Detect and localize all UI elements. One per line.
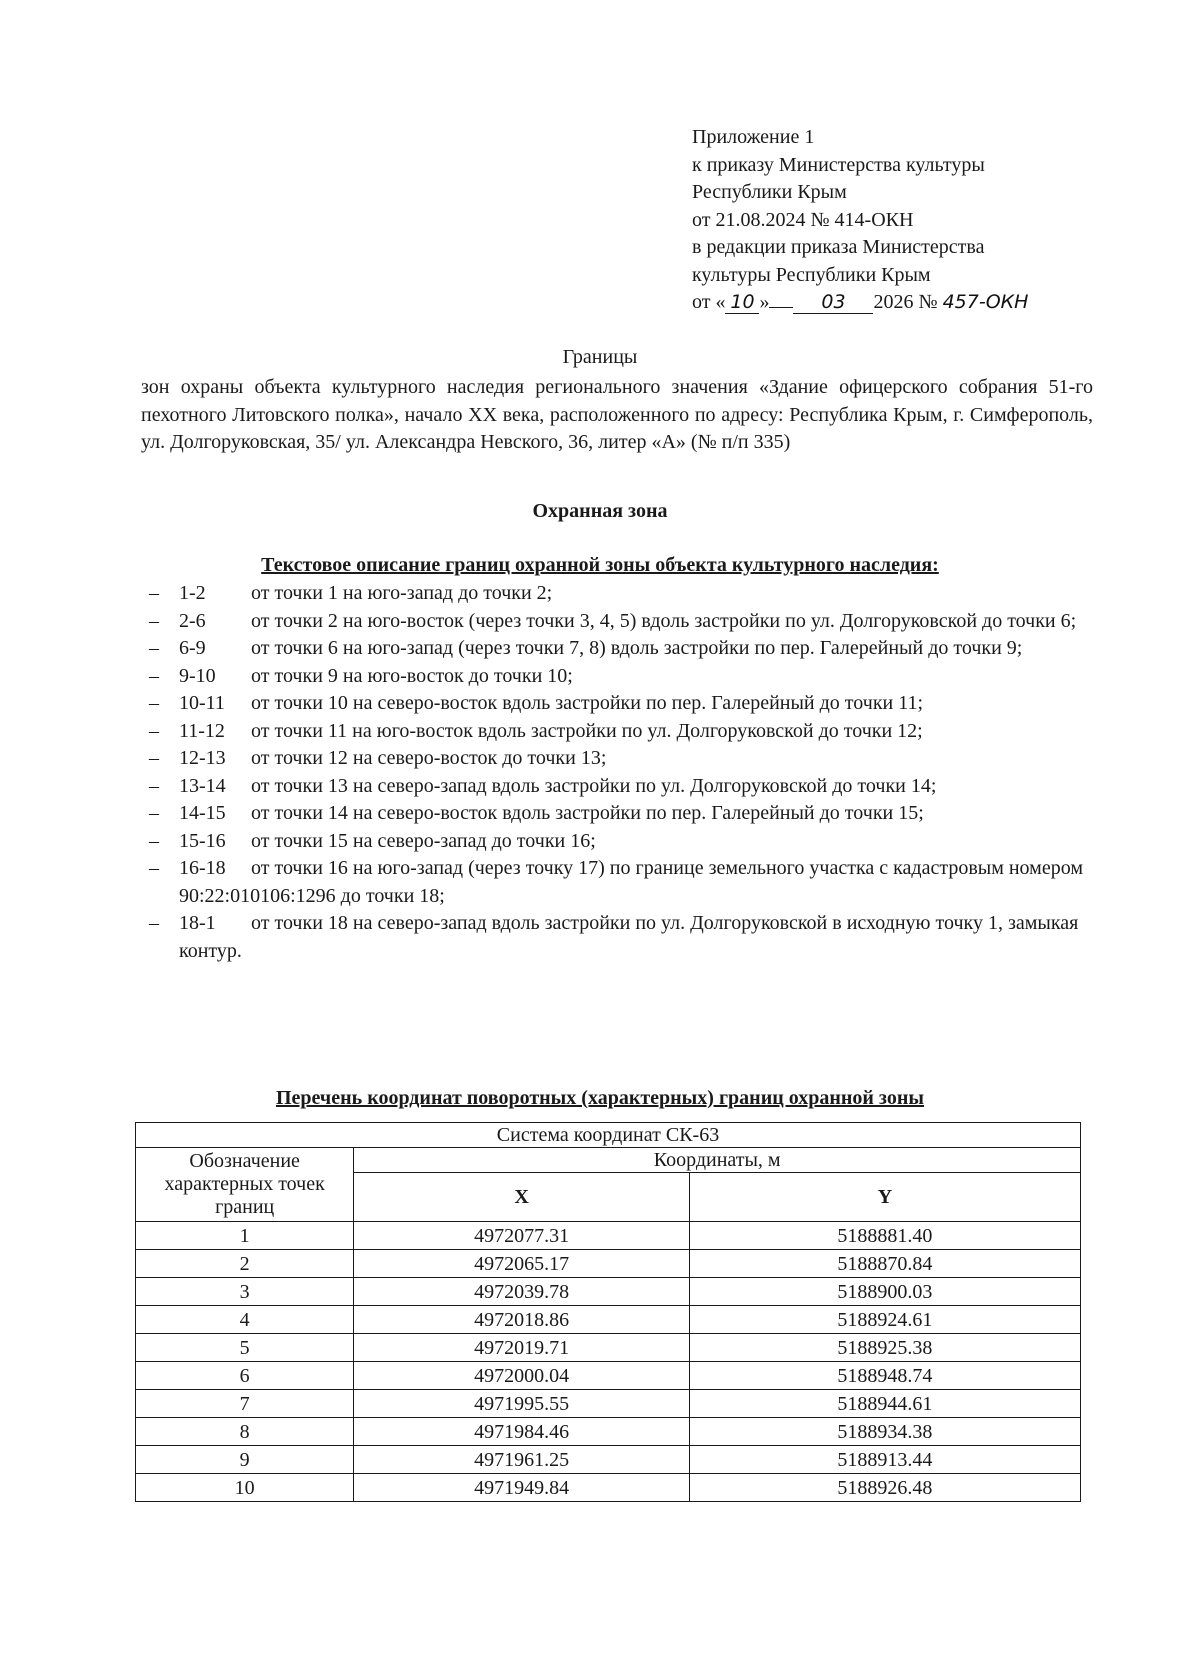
list-dash: – bbox=[149, 609, 159, 632]
table-row bbox=[136, 1306, 1081, 1334]
y-header: Y bbox=[689, 1173, 1080, 1222]
segment-text: от точки 18 на северо-запад вдоль застройки по ул. Долгоруковской в исходную точку 1, замыкая контур. bbox=[179, 912, 1079, 962]
segment-label: 12-13 bbox=[179, 747, 226, 769]
cell-point: 7 bbox=[136, 1390, 354, 1418]
date-mid: » bbox=[759, 291, 770, 313]
cell-x: 4972000.04 bbox=[354, 1362, 690, 1390]
list-dash: – bbox=[149, 747, 159, 769]
segment-text: от точки 1 на юго-запад до точки 2; bbox=[251, 582, 553, 604]
appendix-block bbox=[692, 124, 1152, 317]
cell-point: 10 bbox=[136, 1474, 354, 1502]
coordinates-table bbox=[135, 1122, 1081, 1502]
table-row bbox=[136, 1362, 1081, 1390]
cell-y: 5188870.84 bbox=[689, 1250, 1080, 1278]
segment-label: 1-2 bbox=[179, 582, 206, 604]
table-row bbox=[136, 1446, 1081, 1474]
list-item bbox=[141, 828, 1093, 856]
title-word: Границы bbox=[562, 346, 638, 368]
list-dash: – bbox=[149, 692, 159, 714]
cell-x: 4971961.25 bbox=[354, 1446, 690, 1474]
list-item bbox=[141, 635, 1093, 663]
cell-x: 4971949.84 bbox=[354, 1474, 690, 1502]
cell-point: 3 bbox=[136, 1278, 354, 1306]
cell-y: 5188934.38 bbox=[689, 1418, 1080, 1446]
cell-point: 1 bbox=[136, 1222, 354, 1250]
segment-label: 9-10 bbox=[179, 664, 216, 687]
segment-text: от точки 2 на юго-восток (через точки 3, 4, 5) вдоль застройки по ул. Долгоруковской до точки 6; bbox=[251, 609, 1077, 632]
cell-y: 5188900.03 bbox=[689, 1278, 1080, 1306]
appendix-date-line bbox=[692, 289, 1152, 317]
appendix-line: в редакции приказа Министерства bbox=[692, 236, 985, 258]
list-item bbox=[141, 608, 1093, 636]
date-year: 2026 № bbox=[873, 291, 938, 313]
cell-x: 4971984.46 bbox=[354, 1418, 690, 1446]
cell-point: 5 bbox=[136, 1334, 354, 1362]
segment-text: от точки 6 на юго-запад (через точки 7, 8) вдоль застройки по пер. Галерейный до точки 9; bbox=[251, 637, 1023, 659]
segment-text: от точки 13 на северо-запад вдоль застройки по ул. Долгоруковской до точки 14; bbox=[251, 774, 937, 797]
cell-point: 9 bbox=[136, 1446, 354, 1474]
table-row bbox=[136, 1390, 1081, 1418]
segment-label: 16-18 bbox=[179, 857, 226, 879]
list-item bbox=[141, 800, 1093, 828]
list-dash: – bbox=[149, 582, 159, 604]
segment-label: 6-9 bbox=[179, 637, 206, 659]
cell-y: 5188948.74 bbox=[689, 1362, 1080, 1390]
segment-text: от точки 15 на северо-запад до точки 16; bbox=[251, 829, 596, 852]
title-description: зон охраны объекта культурного наследия регионального значения «Здание офицерского собрания 51-го пехотного Литовского полка», начало XX века, расположенного по адресу: Республика Крым, г. Симферополь, ул. Долгоруковская, 35/ ул. Александра Невского, 36, литер «А» (№ п/п 335) bbox=[141, 376, 1093, 453]
description-heading: Текстовое описание границ охранной зоны объекта культурного наследия: bbox=[261, 554, 939, 576]
segment-label: 14-15 bbox=[179, 802, 226, 824]
cell-y: 5188924.61 bbox=[689, 1306, 1080, 1334]
segment-label: 10-11 bbox=[179, 692, 225, 714]
appendix-line: к приказу Министерства культуры bbox=[692, 153, 985, 176]
table-row bbox=[136, 1334, 1081, 1362]
list-item bbox=[141, 745, 1093, 773]
cell-point: 8 bbox=[136, 1418, 354, 1446]
segment-label: 11-12 bbox=[179, 719, 225, 742]
list-item bbox=[141, 718, 1093, 746]
cell-x: 4972019.71 bbox=[354, 1334, 690, 1362]
coordinates-header: Координаты, м bbox=[354, 1148, 1081, 1173]
segment-label: 15-16 bbox=[179, 829, 226, 852]
list-item bbox=[141, 910, 1093, 965]
cell-y: 5188926.48 bbox=[689, 1474, 1080, 1502]
cell-x: 4972039.78 bbox=[354, 1278, 690, 1306]
list-dash: – bbox=[149, 912, 159, 934]
table-heading: Перечень координат поворотных (характерных) границ охранной зоны bbox=[276, 1087, 924, 1109]
table-row bbox=[136, 1250, 1081, 1278]
point-designation-header: Обозначение характерных точек границ bbox=[136, 1148, 354, 1222]
segment-label: 18-1 bbox=[179, 912, 216, 934]
cell-y: 5188944.61 bbox=[689, 1390, 1080, 1418]
cell-point: 2 bbox=[136, 1250, 354, 1278]
table-row bbox=[136, 1222, 1081, 1250]
list-dash: – bbox=[149, 719, 159, 742]
list-item bbox=[141, 580, 1093, 608]
list-item bbox=[141, 663, 1093, 691]
cell-point: 4 bbox=[136, 1306, 354, 1334]
appendix-line: от 21.08.2024 № 414-ОКН bbox=[692, 208, 914, 231]
coordinate-system-header: Система координат СК-63 bbox=[136, 1123, 1081, 1148]
cell-y: 5188881.40 bbox=[689, 1222, 1080, 1250]
appendix-line: культуры Республики Крым bbox=[692, 263, 931, 286]
cell-x: 4972018.86 bbox=[354, 1306, 690, 1334]
segment-text: от точки 16 на юго-запад (через точку 17) по границе земельного участка с кадастровым номером 90:22:010106:1296 до точки 18; bbox=[179, 857, 1083, 907]
table-row bbox=[136, 1278, 1081, 1306]
cell-y: 5188913.44 bbox=[689, 1446, 1080, 1474]
segment-text: от точки 9 на юго-восток до точки 10; bbox=[251, 664, 573, 687]
cell-x: 4971995.55 bbox=[354, 1390, 690, 1418]
list-item bbox=[141, 855, 1093, 910]
segment-label: 13-14 bbox=[179, 774, 226, 797]
appendix-line: Приложение 1 bbox=[692, 126, 815, 148]
date-fill bbox=[769, 307, 793, 308]
table-row bbox=[136, 1418, 1081, 1446]
boundary-segments-list bbox=[141, 580, 1093, 965]
cell-point: 6 bbox=[136, 1362, 354, 1390]
segment-text: от точки 10 на северо-восток вдоль застройки по пер. Галерейный до точки 11; bbox=[251, 692, 924, 714]
list-dash: – bbox=[149, 829, 159, 852]
list-dash: – bbox=[149, 774, 159, 797]
list-dash: – bbox=[149, 637, 159, 659]
list-dash: – bbox=[149, 664, 159, 687]
appendix-line: Республики Крым bbox=[692, 181, 847, 203]
cell-x: 4972077.31 bbox=[354, 1222, 690, 1250]
cell-y: 5188925.38 bbox=[689, 1334, 1080, 1362]
order-number: 457-ОКН bbox=[942, 291, 1029, 313]
list-item bbox=[141, 690, 1093, 718]
cell-x: 4972065.17 bbox=[354, 1250, 690, 1278]
segment-text: от точки 14 на северо-восток вдоль застройки по пер. Галерейный до точки 15; bbox=[251, 802, 924, 824]
date-month: 03 bbox=[793, 291, 873, 314]
coordinates-body bbox=[136, 1222, 1081, 1502]
x-header: X bbox=[354, 1173, 690, 1222]
table-row bbox=[136, 1474, 1081, 1502]
segment-text: от точки 11 на юго-восток вдоль застройки по ул. Долгоруковской до точки 12; bbox=[251, 719, 923, 742]
date-day: 10 bbox=[725, 291, 759, 314]
date-prefix: от « bbox=[692, 291, 726, 313]
segment-text: от точки 12 на северо-восток до точки 13; bbox=[251, 747, 607, 769]
segment-label: 2-6 bbox=[179, 609, 206, 632]
list-item bbox=[141, 773, 1093, 801]
zone-heading: Охранная зона bbox=[532, 500, 668, 522]
list-dash: – bbox=[149, 857, 159, 879]
list-dash: – bbox=[149, 802, 159, 824]
